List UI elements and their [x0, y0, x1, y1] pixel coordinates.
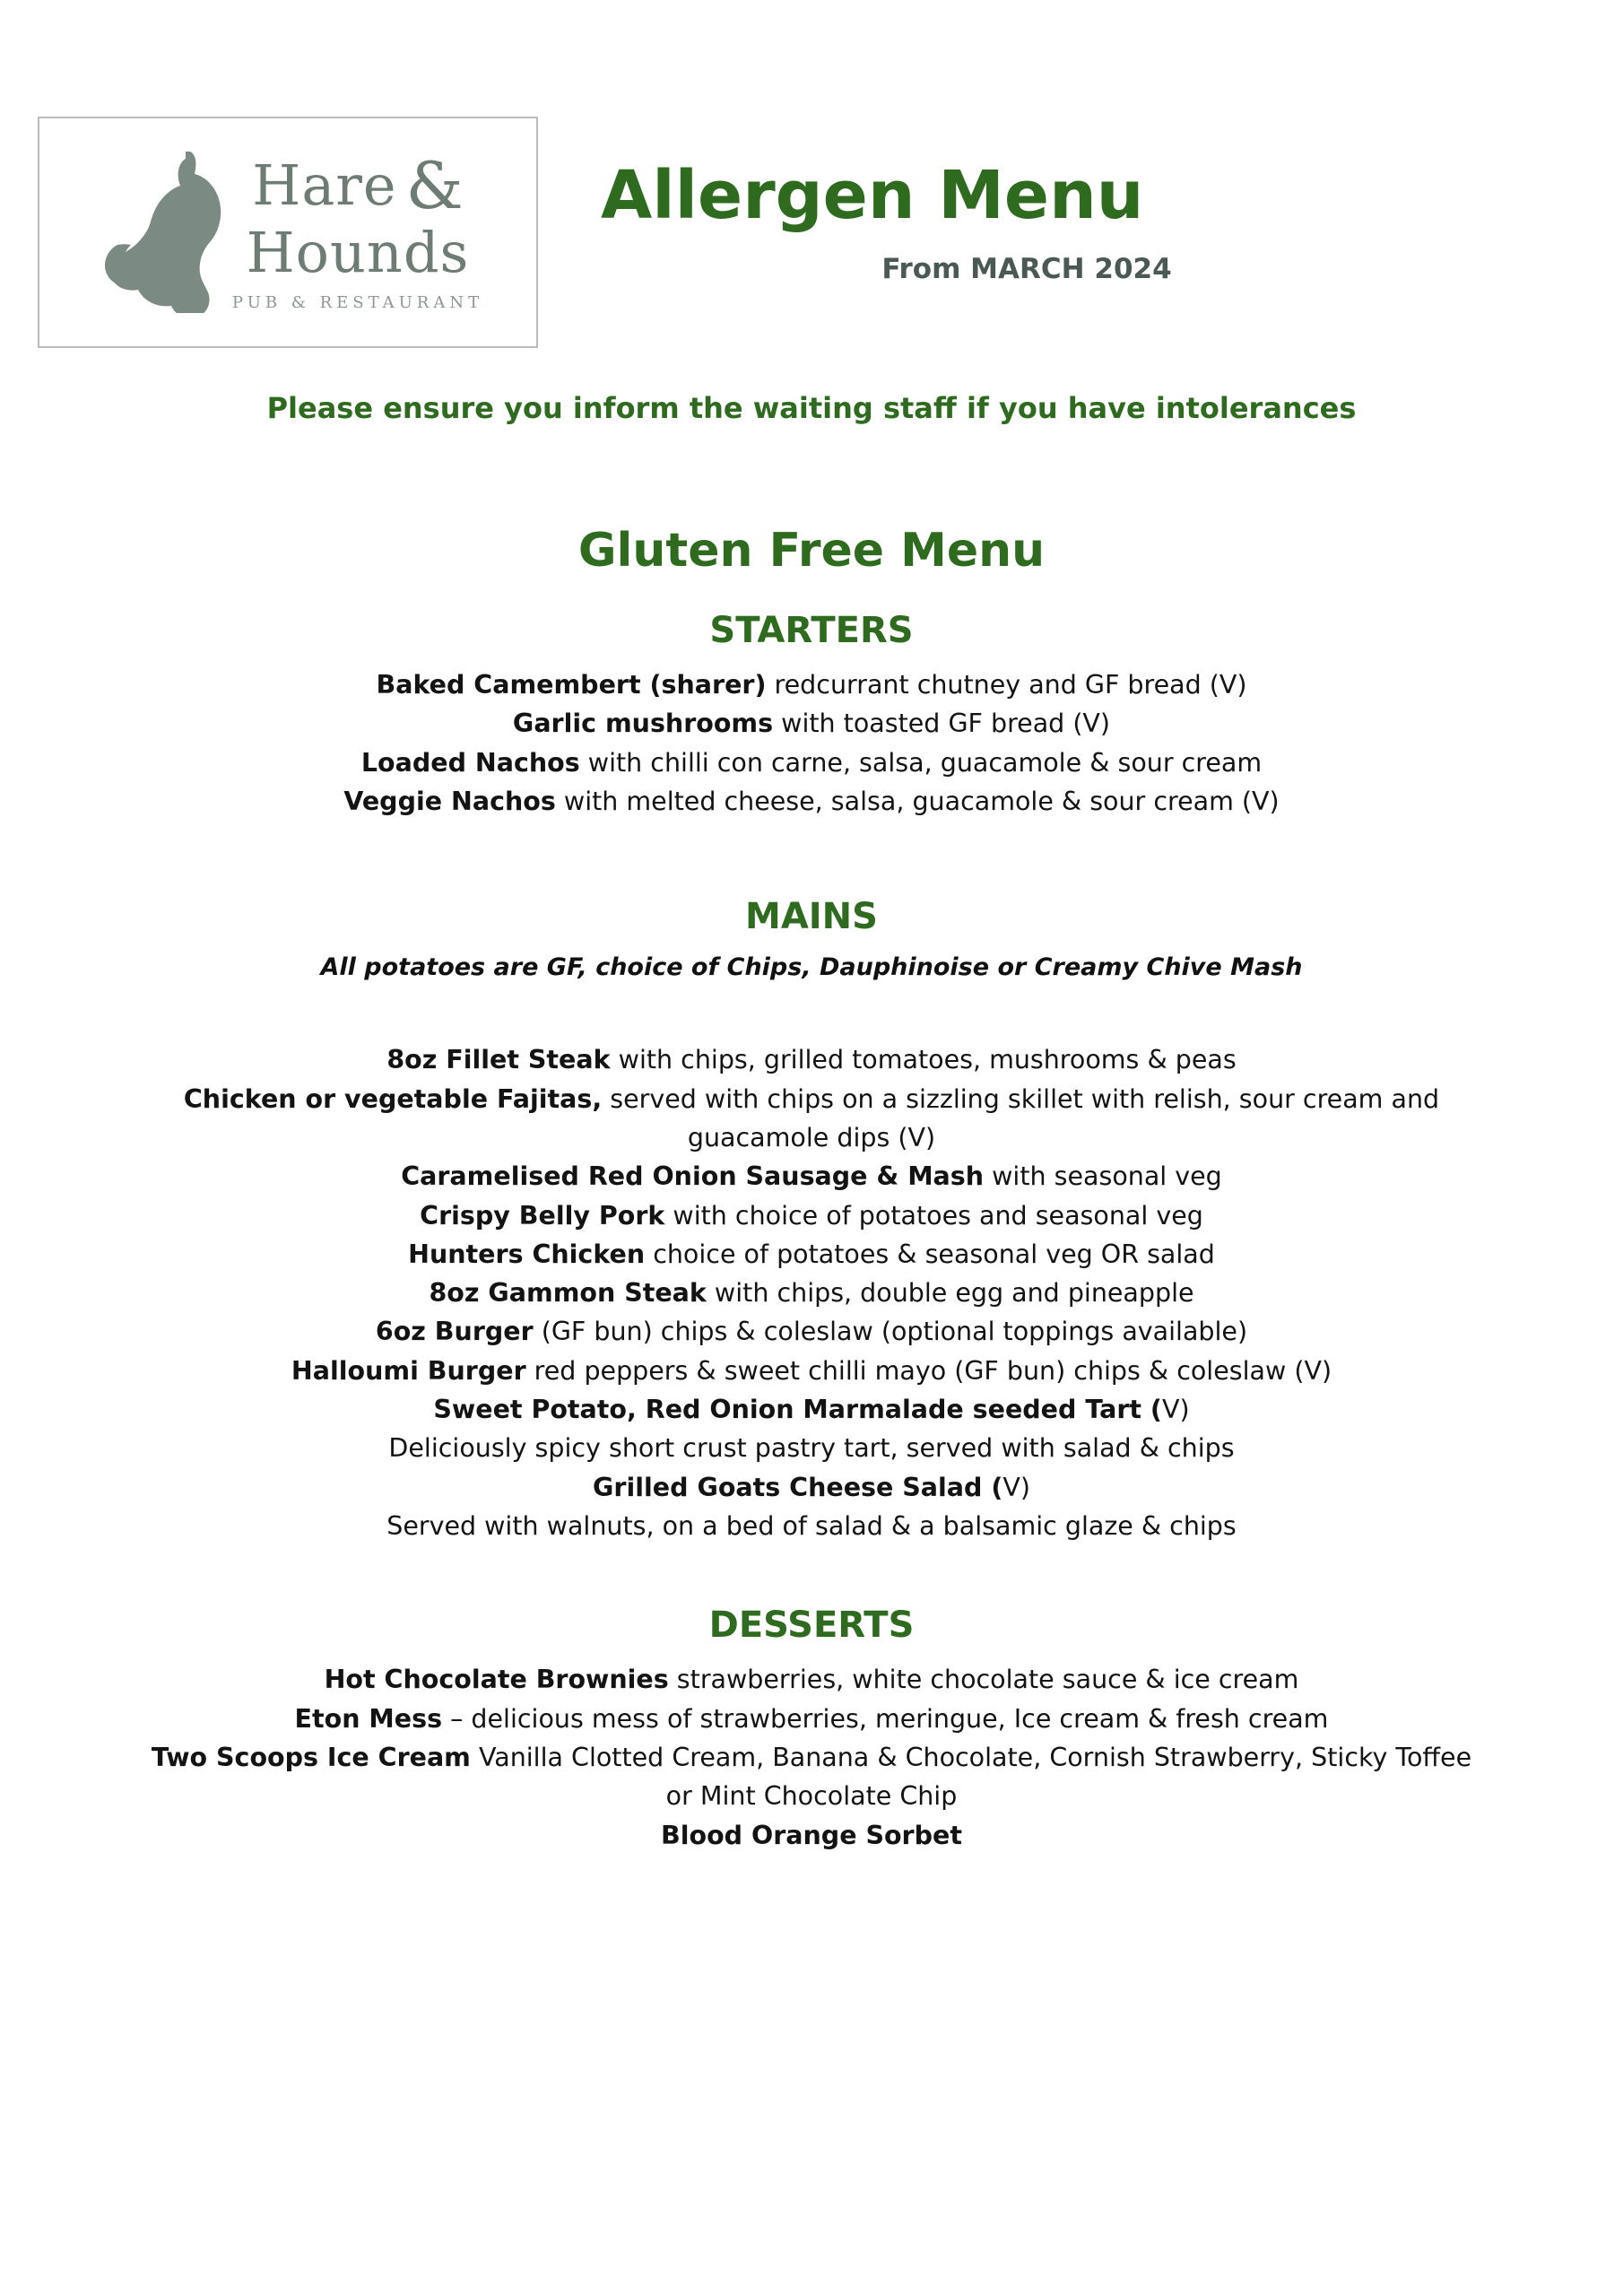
menu-item-desc: choice of potatoes & seasonal veg OR salad: [645, 1239, 1215, 1269]
menu-item-name: Baked Camembert (sharer): [376, 670, 767, 700]
menu-item: [0, 1080, 1623, 1158]
logo-frame: [38, 117, 538, 348]
menu-item-name: Sweet Potato, Red Onion Marmalade seeded Tart (: [433, 1395, 1162, 1425]
logo-container: [0, 117, 538, 348]
menu-item-desc: with melted cheese, salsa, guacamole & sour cream (V): [555, 786, 1280, 816]
logo-text-hare: Hare: [252, 152, 397, 218]
mains-note: All potatoes are GF, choice of Chips, Dauphinoise or Creamy Chive Mash: [320, 953, 1303, 982]
title-block: [538, 117, 1623, 285]
menu-item: [0, 1468, 1623, 1546]
menu-item-name: Two Scoops Ice Cream: [151, 1742, 471, 1772]
menu-item: [0, 1352, 1623, 1390]
menu-item-desc: with seasonal veg: [984, 1161, 1222, 1192]
menu-item-name: Crispy Belly Pork: [420, 1200, 665, 1231]
menu-item: [0, 704, 1623, 743]
hare-and-hounds-logo-icon: [92, 152, 227, 313]
menu-item: [0, 1312, 1623, 1351]
menu-item-continuation: Deliciously spicy short crust pastry tart, served with salad & chips: [388, 1433, 1235, 1464]
menu-item-desc: with choice of potatoes and seasonal veg: [664, 1200, 1203, 1231]
menu-item-continuation: Served with walnuts, on a bed of salad & a balsamic glaze & chips: [386, 1511, 1237, 1541]
menu-item: [0, 1040, 1623, 1079]
menu-item-desc: (GF bun) chips & coleslaw (optional toppings available): [533, 1317, 1248, 1347]
menu-item-name: Hunters Chicken: [408, 1239, 646, 1269]
menu-item-desc: with chips, grilled tomatoes, mushrooms & peas: [610, 1045, 1237, 1075]
allergen-notice: Please ensure you inform the waiting staff if you have intolerances: [266, 391, 1357, 425]
menu-item-name: Eton Mess: [294, 1703, 443, 1734]
menu-item-name: Grilled Goats Cheese Salad (: [593, 1472, 1003, 1502]
section-items-mains: [0, 1040, 1623, 1545]
menu-item: [0, 665, 1623, 704]
menu-item-name: Loaded Nachos: [360, 747, 580, 778]
menu-item-desc: with toasted GF bread (V): [773, 709, 1111, 739]
menu-item: [0, 782, 1623, 821]
menu-item-desc: V): [1002, 1472, 1030, 1502]
menu-item-name: Caramelised Red Onion Sausage & Mash: [401, 1161, 985, 1192]
menu-item: [0, 1157, 1623, 1196]
page-subtitle: From MARCH 2024: [881, 252, 1172, 285]
menu-item: [0, 744, 1623, 782]
menu-item: [0, 1738, 1623, 1816]
menu-item-name: Hot Chocolate Brownies: [324, 1665, 669, 1695]
logo-text-hounds: Hounds: [246, 220, 470, 285]
menu-item: [0, 1274, 1623, 1312]
menu-item-desc: V): [1161, 1395, 1190, 1425]
menu-item-name: Blood Orange Sorbet: [661, 1820, 962, 1850]
menu-item-desc: red peppers & sweet chilli mayo (GF bun) chips & coleslaw (V): [525, 1355, 1332, 1386]
menu-item-desc: with chilli con carne, salsa, guacamole & sour cream: [579, 747, 1263, 778]
section-items-starters: [0, 665, 1623, 821]
menu-title: Gluten Free Menu: [577, 524, 1046, 578]
section-heading-starters: STARTERS: [709, 610, 914, 651]
logo-tagline: PUB & RESTAURANT: [231, 293, 484, 312]
menu-item-name: Halloumi Burger: [291, 1355, 526, 1386]
menu-item-desc: Vanilla Clotted Cream, Banana & Chocolate, Cornish Strawberry, Sticky Toffee or Mint Chocolate Chip: [470, 1742, 1472, 1812]
menu-item-desc: served with chips on a sizzling skillet with relish, sour cream and guacamole dips (V): [602, 1083, 1440, 1152]
menu-item-name: Chicken or vegetable Fajitas,: [183, 1083, 603, 1114]
menu-item-name: 8oz Fillet Steak: [386, 1045, 611, 1075]
menu-item-name: 8oz Gammon Steak: [429, 1278, 707, 1309]
document-header: [0, 0, 1623, 348]
menu-item-desc: strawberries, white chocolate sauce & ice cream: [668, 1665, 1299, 1695]
menu-item-name: Veggie Nachos: [343, 786, 556, 816]
menu-item-desc: redcurrant chutney and GF bread (V): [766, 670, 1247, 700]
menu-item: [0, 1390, 1623, 1468]
menu-item-name: 6oz Burger: [375, 1317, 534, 1347]
menu-item: [0, 1235, 1623, 1274]
section-heading-mains: MAINS: [745, 896, 878, 938]
menu-item: [0, 1700, 1623, 1738]
section-heading-desserts: DESSERTS: [708, 1605, 915, 1647]
section-items-desserts: [0, 1660, 1623, 1855]
page-title: Allergen Menu: [601, 157, 1144, 234]
menu-item: [0, 1816, 1623, 1855]
menu-item-desc: with chips, double egg and pineapple: [706, 1278, 1194, 1309]
menu-item: [0, 1196, 1623, 1235]
menu-item: [0, 1660, 1623, 1699]
menu-item-desc: – delicious mess of strawberries, meringue, Ice cream & fresh cream: [442, 1703, 1329, 1734]
menu-item-name: Garlic mushrooms: [512, 709, 774, 739]
logo-ampersand: &: [405, 148, 464, 223]
